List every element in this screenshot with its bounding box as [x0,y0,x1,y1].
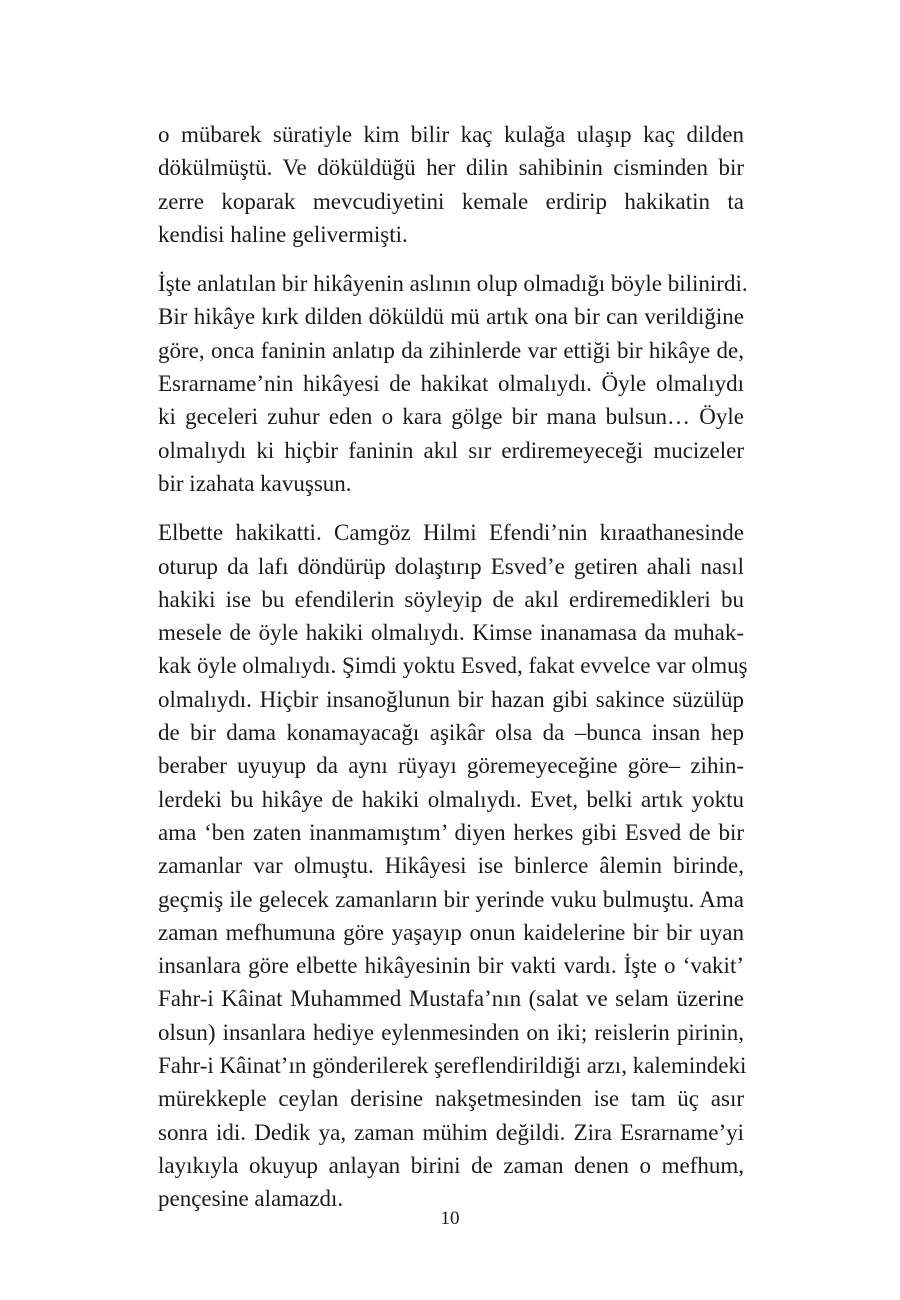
text-line: mesele de öyle hakiki olmalıydı. Kimse inanamasa da muhak- [158,620,744,646]
text-line: ki geceleri zuhur eden o kara gölge bir mana bulsun… Öyle [158,404,744,430]
text-line: İşte anlatılan bir hikâyenin aslının olup olmadığı böyle bilinirdi. [158,271,748,297]
text-line: zamanlar var olmuştu. Hikâyesi ise binlerce âlemin birinde, [158,853,744,879]
text-line: Bir hikâye kırk dilden döküldü mü artık ona bir can verildiğine [158,304,744,330]
text-line: Fahr-i Kâinat’ın gönderilerek şereflendirildiği arzı, kalemindeki [158,1053,747,1079]
text-line: dökülmüştü. Ve döküldüğü her dilin sahibinin cisminden bir [158,155,744,181]
text-line: bir izahata kavuşsun. [158,470,352,496]
text-line: beraber uyuyup da aynı rüyayı göremeyeceğine göre– zihin- [158,753,744,779]
text-line: insanlara göre elbette hikâyesinin bir vakti vardı. İşte o ‘vakit’ [158,953,744,979]
text-line: sonra idi. Dedik ya, zaman mühim değildi. Zira Esrarname’yi [158,1119,744,1145]
text-line: göre, onca faninin anlatıp da zihinlerde var ettiği bir hikâye de, [158,337,744,363]
text-line: lerdeki bu hikâye de hakiki olmalıydı. Evet, belki artık yoktu [158,786,744,812]
text-line: zaman mefhumuna göre yaşayıp onun kaidelerine bir bir uyan [158,919,744,945]
text-line: oturup da lafı döndürüp dolaştırıp Esved’e getiren ahali nasıl [158,553,744,579]
paragraph-3 [158,516,748,1215]
text-line: olmalıydı ki hiçbir faninin akıl sır erdiremeyeceği mucizeler [158,437,744,463]
text-line: hakiki ise bu efendilerin söyleyip de akıl erdiremedikleri bu [158,586,744,612]
text-line: ama ‘ben zaten inanmamıştım’ diyen herkes gibi Esved de bir [158,819,744,845]
text-line: kendisi haline gelivermişti. [158,221,408,247]
text-line: olsun) insanlara hediye eylenmesinden on iki; reislerin pirinin, [158,1019,744,1045]
text-line: pençesine alamazdı. [158,1186,344,1212]
paragraph-1 [158,118,744,251]
text-line: olmalıydı. Hiçbir insanoğlunun bir hazan gibi sakince süzülüp [158,686,744,712]
text-line: zerre koparak mevcudiyetini kemale erdirip hakikatin ta [158,188,744,214]
text-line: Fahr-i Kâinat Muhammed Mustafa’nın (salat ve selam üzerine [158,986,744,1012]
text-line: Esrarname’nin hikâyesi de hakikat olmalıydı. Öyle olmalıydı [158,371,744,397]
page-number: 10 [440,1208,460,1229]
text-line: de bir dama konamayacağı aşikâr olsa da –bunca insan hep [158,720,744,746]
text-line: layıkıyla okuyup anlayan birini de zaman denen o mefhum, [158,1152,744,1178]
paragraph-2 [158,267,748,500]
text-line: kak öyle olmalıydı. Şimdi yoktu Esved, fakat evvelce var olmuş [158,653,748,679]
text-line: mürekkeple ceylan derisine nakşetmesinden ise tam üç asır [158,1086,744,1112]
page-body [158,118,748,1232]
text-line: o mübarek süratiyle kim bilir kaç kulağa ulaşıp kaç dilden [158,122,744,147]
text-line: geçmiş ile gelecek zamanların bir yerinde vuku bulmuştu. Ama [158,886,744,912]
text-line: Elbette hakikatti. Camgöz Hilmi Efendi’nin kıraathanesinde [158,520,744,546]
